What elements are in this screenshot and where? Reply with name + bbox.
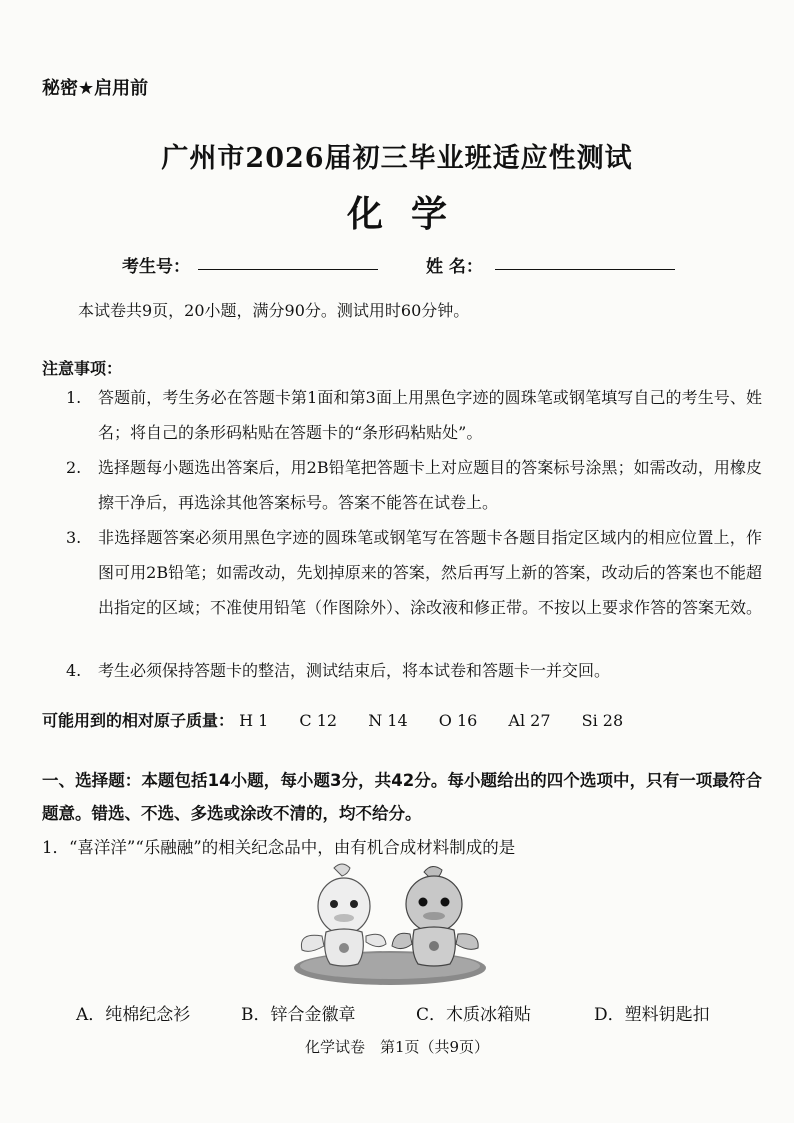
atomic-mass-label: 可能用到的相对原子质量：	[42, 711, 235, 730]
choice-d: D．塑料钥匙扣	[594, 1005, 710, 1025]
notice-item-number: 1.	[66, 388, 82, 407]
question-1-stem: 1．“喜洋洋”“乐融融”的相关纪念品中，由有机合成材料制成的是	[42, 838, 516, 857]
notice-item	[66, 520, 762, 625]
notice-item-text: 非选择题答案必须用黑色字迹的圆珠笔或钢笔写在答题卡各题目指定区域内的相应位置上，作图可用2B铅笔；如需改动，先划掉原来的答案，然后再写上新的答案，改动后的答案也不能超出指定的区域；不准使用铅笔（作图除外）、涂改液和修正带。不按以上要求作答的答案无效。	[98, 528, 763, 617]
atomic-mass-h: H 1	[239, 711, 269, 730]
mascot-right	[392, 866, 478, 966]
exam-title: 广州市2026届初三毕业班适应性测试	[161, 143, 633, 174]
mascot-photo	[292, 862, 488, 986]
subject-title: 化学	[346, 193, 475, 235]
notice-item	[66, 653, 762, 688]
name-line	[495, 269, 675, 270]
choice-a: A．纯棉纪念衫	[76, 1005, 191, 1025]
candidate-number-line	[198, 269, 378, 270]
notice-item-text: 考生必须保持答题卡的整洁，测试结束后，将本试卷和答题卡一并交回。	[98, 661, 611, 680]
exam-info: 本试卷共9页，20小题，满分90分。测试用时60分钟。	[78, 301, 470, 320]
notice-item-number: 2.	[66, 458, 82, 477]
atomic-mass-o: O 16	[438, 711, 478, 730]
notice-item-text: 答题前，考生务必在答题卡第1面和第3面上用黑色字迹的圆珠笔或钢笔填写自己的考生号、姓名；将自己的条形码粘贴在答题卡的“条形码粘贴处”。	[98, 388, 762, 442]
atomic-mass-c: C 12	[299, 711, 338, 730]
notice-heading: 注意事项：	[42, 359, 123, 378]
choice-c: C．木质冰箱贴	[416, 1005, 532, 1025]
name-label: 姓 名：	[426, 257, 483, 277]
atomic-mass-n: N 14	[368, 711, 408, 730]
notice-item-number: 4.	[66, 661, 82, 680]
page-footer: 化学试卷 第1页（共9页）	[304, 1038, 490, 1056]
notice-item	[66, 450, 762, 520]
secrecy-mark: 秘密★启用前	[42, 78, 149, 99]
atomic-mass-al: Al 27	[508, 711, 551, 730]
choice-b: B．锌合金徽章	[241, 1005, 356, 1025]
notice-item-text: 选择题每小题选出答案后，用2B铅笔把答题卡上对应题目的答案标号涂黑；如需改动，用橡皮擦干净后，再选涂其他答案标号。答案不能答在试卷上。	[98, 458, 762, 512]
atomic-mass-si: Si 28	[581, 711, 624, 730]
notice-item	[66, 380, 762, 450]
mascot-left	[301, 864, 386, 966]
candidate-number-label: 考生号：	[122, 257, 190, 277]
notice-item-number: 3.	[66, 528, 82, 547]
atomic-mass-line	[42, 708, 649, 731]
mascot-illustration	[292, 862, 488, 986]
section-1-heading: 一、选择题：本题包括14小题，每小题3分，共42分。每小题给出的四个选项中，只有一项最符合题意。错选、不选、多选或涂改不清的，均不给分。	[42, 771, 762, 823]
